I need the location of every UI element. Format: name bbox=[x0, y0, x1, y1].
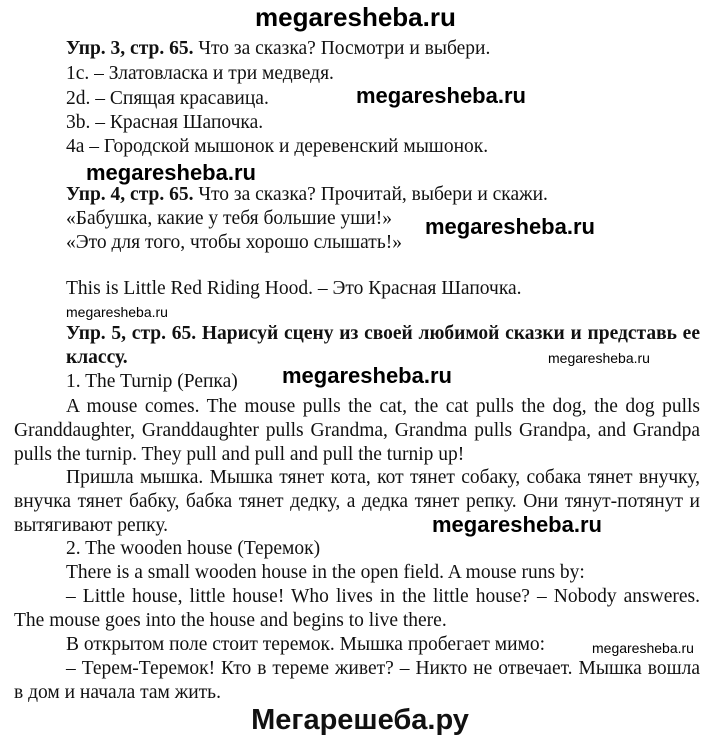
watermark-4: megaresheba.ru bbox=[66, 304, 168, 320]
watermark-2: megaresheba.ru bbox=[86, 160, 256, 185]
story2-russian-1: В открытом поле стоит теремок. Мышка пробегает мимо: bbox=[66, 634, 546, 655]
ex3-answer-3: 3b. – Красная Шапочка. bbox=[66, 112, 264, 133]
ex4-task: Что за сказка? Прочитай, выбери и скажи. bbox=[193, 184, 548, 205]
ex3-answer-2: 2d. – Спящая красавица. bbox=[66, 88, 269, 109]
ex3-heading bbox=[66, 37, 490, 61]
story1-russian: Пришла мышка. Мышка тянет кота, кот тянет собаку, собака тянет внучку, внучка тянет бабку, бабка тянет дедку, а дедка тянет репку. Они тянут-потянут и вытягивают репку. bbox=[14, 467, 700, 536]
story2-title: 2. The wooden house (Теремок) bbox=[66, 538, 321, 559]
watermark-top: megaresheba.ru bbox=[255, 2, 456, 32]
story1-title: 1. The Turnip (Репка) bbox=[66, 371, 238, 392]
ex4-quote-1: «Бабушка, какие у тебя большие уши!» bbox=[66, 208, 392, 229]
ex3-answer-1: 1c. – Златовласка и три медведя. bbox=[66, 63, 334, 84]
story1-english: A mouse comes. The mouse pulls the cat, the cat pulls the dog, the dog pulls Granddaughter, Granddaughter pulls Grandma, Grandma pulls Grandpa, and Grandpa pulls the turnip. They pull and pull and pull the turnip up! bbox=[14, 396, 700, 465]
story2-english-1: There is a small wooden house in the open field. A mouse runs by: bbox=[66, 562, 585, 583]
ex3-task: Что за сказка? Посмотри и выбери. bbox=[193, 38, 491, 59]
watermark-8: megaresheba.ru bbox=[592, 640, 694, 656]
story2-russian-2: – Терем-Теремок! Кто в тереме живет? – Никто не отвечает. Мышка вошла в дом и начала там жить. bbox=[14, 658, 700, 703]
watermark-3: megaresheba.ru bbox=[425, 214, 595, 239]
ex5-heading: Упр. 5, стр. 65. Нарисуй сцену из своей любимой сказки и представь ее классу. bbox=[66, 323, 700, 368]
watermark-5: megaresheba.ru bbox=[548, 350, 650, 366]
story2-english-2: – Little house, little house! Who lives in the little house? – Nobody answeres. The mouse goes into the house and begins to live there. bbox=[14, 586, 700, 631]
ex3-answer-4: 4a – Городской мышонок и деревенский мышонок. bbox=[66, 136, 489, 157]
ex4-heading bbox=[66, 183, 548, 207]
watermark-7: megaresheba.ru bbox=[432, 512, 602, 537]
ex4-answer: This is Little Red Riding Hood. – Это Красная Шапочка. bbox=[66, 278, 522, 299]
footer-watermark: Мегарешеба.ру bbox=[251, 704, 469, 736]
ex3-title: Упр. 3, стр. 65. bbox=[66, 38, 194, 59]
ex4-title: Упр. 4, стр. 65. bbox=[66, 184, 194, 205]
ex4-quote-2: «Это для того, чтобы хорошо слышать!» bbox=[66, 232, 402, 253]
watermark-1: megaresheba.ru bbox=[356, 83, 526, 108]
watermark-6: megaresheba.ru bbox=[282, 363, 452, 388]
